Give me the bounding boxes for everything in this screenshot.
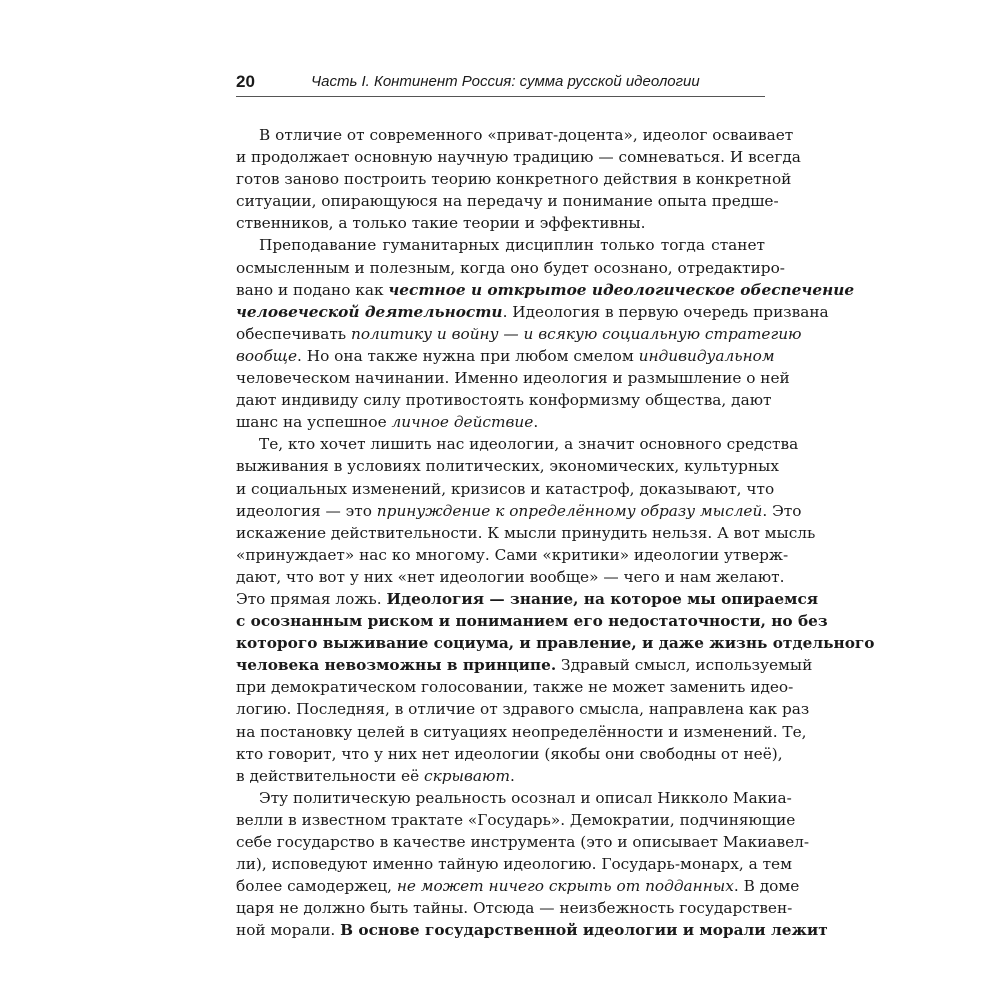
text-line (236, 676, 794, 698)
text-segment: дают индивиду силу противостоять конформизму общества, дают (236, 391, 772, 410)
text-segment: шанс на успешное (236, 413, 392, 432)
text-segment: ситуации, опирающуюся на передачу и понимание опыта предше- (236, 192, 779, 211)
text-segment: на постановку целей в ситуациях неопределённости и изменений. Те, (236, 722, 807, 741)
text-segment: ственников, а только такие теории и эффективны. (236, 214, 646, 233)
text-line (236, 301, 829, 323)
text-line (236, 124, 794, 146)
text-line (236, 588, 819, 610)
text-segment: ной морали. (236, 921, 341, 940)
text-line (236, 809, 796, 831)
text-line (236, 168, 792, 190)
bold-emphasis: с осознанным риском и пониманием его недостаточности, но без (236, 612, 828, 631)
bold-italic-emphasis: честное и открытое идеологическое обеспечение (388, 280, 855, 299)
text-segment: более самодержец, (236, 877, 397, 896)
text-segment: дают, что вот у них «нет идеологии вообще» — чего и нам желают. (236, 567, 785, 586)
text-line (236, 610, 828, 632)
text-line (236, 367, 790, 389)
text-line (236, 919, 828, 941)
text-line (236, 698, 810, 720)
text-segment: «принуждает» нас ко многому. Сами «критики» идеологии утверж- (236, 545, 789, 564)
text-segment: Преподавание гуманитарных дисциплин только тогда станет (259, 236, 765, 255)
text-segment: Это прямая ложь. (236, 589, 387, 608)
text-segment: выживания в условиях политических, экономических, культурных (236, 457, 779, 476)
text-segment: Те, кто хочет лишить нас идеологии, а значит основного средства (259, 435, 799, 454)
text-line (236, 654, 813, 676)
italic-emphasis: принуждение к определённому образу мыслей (376, 501, 763, 520)
text-line (236, 212, 765, 234)
text-line (236, 875, 800, 897)
italic-emphasis: скрывают (424, 766, 510, 785)
text-line (236, 234, 765, 256)
text-line (236, 853, 793, 875)
bold-italic-emphasis: человеческой деятельности (236, 302, 503, 321)
bold-emphasis: которого выживание социума, и правление, и даже жизнь отдельного (236, 634, 875, 653)
page-body-text (236, 124, 875, 941)
italic-emphasis: личное действие (391, 413, 534, 432)
text-segment: логию. Последняя, в отличие от здравого смысла, направлена как раз (236, 700, 810, 719)
page-header (236, 70, 765, 97)
text-line (236, 257, 785, 279)
text-segment: . В доме (733, 877, 800, 896)
text-segment: кто говорит, что у них нет идеологии (якобы они свободны от неё), (236, 744, 783, 763)
text-line (236, 632, 875, 654)
text-line (236, 787, 792, 809)
text-line (236, 190, 779, 212)
italic-emphasis: не может ничего скрыть от подданных (396, 877, 734, 896)
text-segment: ли), исповедуют именно тайную идеологию. Государь-монарх, а тем (236, 855, 793, 874)
text-segment: Здравый смысл, используемый (556, 656, 813, 675)
text-line (236, 323, 802, 345)
text-segment: себе государство в качестве инструмента (это и описывает Макиавел- (236, 833, 810, 851)
italic-emphasis: вообще (236, 346, 298, 365)
bold-emphasis: В основе государственной идеологии и морали лежит (340, 921, 828, 940)
text-segment: идеология — это (236, 501, 377, 520)
text-line (236, 433, 799, 455)
text-segment: . Но она также нужна при любом смелом (297, 346, 639, 365)
page-number: 20 (236, 72, 255, 91)
text-segment: и социальных изменений, кризисов и катастроф, доказывают, что (236, 479, 775, 498)
text-line (236, 345, 775, 367)
text-segment: . Идеология в первую очередь призвана (502, 302, 829, 321)
text-segment: обеспечивать (236, 324, 351, 343)
running-title: Часть I. Континент Россия: сумма русской идеологии (311, 73, 700, 90)
text-line (236, 831, 810, 853)
text-segment: готов заново построить теорию конкретного действия в конкретной (236, 170, 792, 189)
text-line (236, 389, 772, 411)
text-segment: . (533, 413, 539, 432)
italic-emphasis: индивидуальном (638, 346, 775, 365)
text-line (236, 522, 816, 544)
text-line (236, 455, 779, 477)
text-line (236, 721, 807, 743)
text-segment: . (509, 766, 515, 785)
text-line (236, 279, 855, 301)
text-segment: при демократическом голосовании, также не может заменить идео- (236, 678, 794, 697)
text-segment: человеческом начинании. Именно идеология и размышление о ней (236, 369, 790, 388)
bold-emphasis: человека невозможны в принципе. (236, 656, 557, 675)
text-line (236, 411, 765, 433)
text-segment: в действительности её (236, 766, 424, 785)
text-line (236, 146, 801, 168)
text-segment: . Это (762, 501, 802, 520)
italic-emphasis: политику и войну — и всякую социальную стратегию (350, 324, 802, 343)
text-line (236, 743, 783, 765)
text-segment: искажение действительности. К мысли принудить нельзя. А вот мысль (236, 523, 816, 542)
text-line (236, 544, 789, 566)
text-segment: царя не должно быть тайны. Отсюда — неизбежность государствен- (236, 899, 793, 918)
text-line (236, 765, 765, 787)
text-segment: велли в известном трактате «Государь». Демократии, подчиняющие (236, 810, 796, 829)
text-segment: В отличие от современного «приват-доцента», идеолог осваивает (259, 126, 794, 144)
text-line (236, 566, 785, 588)
text-segment: вано и подано как (236, 280, 389, 299)
text-segment: Эту политическую реальность осознал и описал Никколо Макиа- (259, 788, 792, 807)
bold-emphasis: Идеология — знание, на которое мы опираемся (386, 589, 819, 608)
text-line (236, 500, 802, 522)
text-segment: и продолжает основную научную традицию — сомневаться. И всегда (236, 148, 801, 167)
text-segment: осмысленным и полезным, когда оно будет осознано, отредактиро- (236, 258, 785, 277)
text-line (236, 478, 775, 500)
text-line (236, 897, 793, 919)
